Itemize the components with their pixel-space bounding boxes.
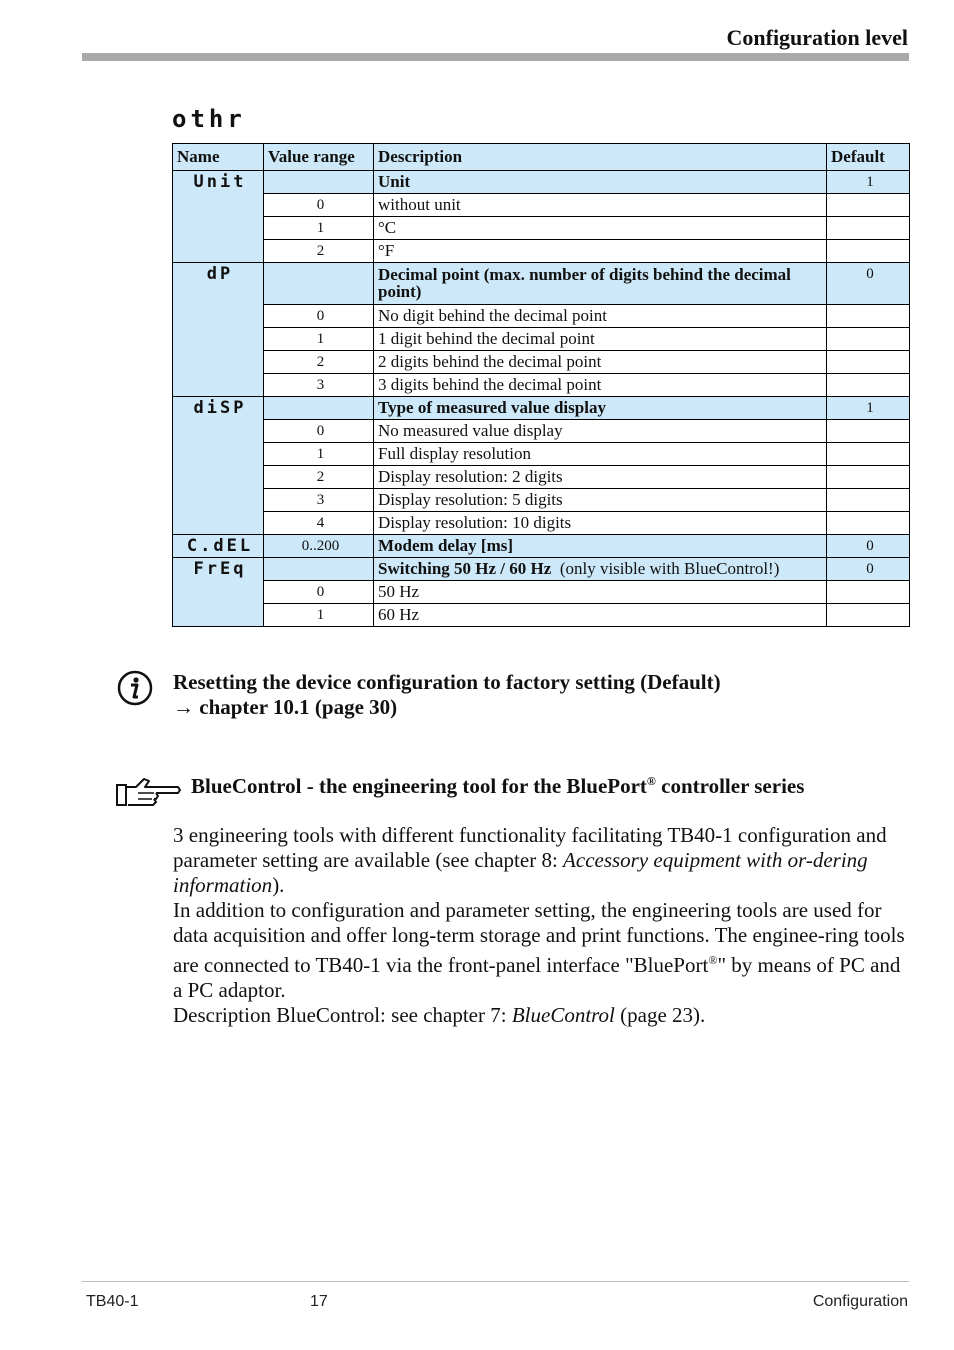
option-value: 1 — [264, 328, 374, 351]
param-description: Type of measured value display — [374, 397, 827, 420]
param-name-freq: FrEq — [173, 558, 264, 627]
param-range — [264, 263, 374, 305]
option-description: 3 digits behind the decimal point — [374, 374, 827, 397]
col-header-description: Description — [374, 144, 827, 171]
table-row — [173, 351, 910, 374]
table-row-param — [173, 171, 910, 194]
option-description: 1 digit behind the decimal point — [374, 328, 827, 351]
page-header-title: Configuration level — [726, 25, 908, 50]
section-code — [172, 106, 252, 132]
table-row — [173, 194, 910, 217]
bluecontrol-heading: BlueControl - the engineering tool for the BluePort® controller series — [191, 774, 805, 798]
table-row — [173, 443, 910, 466]
option-value: 4 — [264, 512, 374, 535]
option-description: °C — [374, 217, 827, 240]
footer-doc-id: TB40-1 — [86, 1293, 139, 1310]
paragraph-2: In addition to configuration and parameter setting, the engineering tools are used for data acquisition and offer long-term storage and print functions. The enginee-ring tools are connected to TB40-1 via the front-panel interface "BluePort®" by means of PC and a PC adaptor. — [173, 898, 905, 1002]
option-value: 1 — [264, 217, 374, 240]
option-value: 0 — [264, 581, 374, 604]
option-description: 2 digits behind the decimal point — [374, 351, 827, 374]
paragraph-3: Description BlueControl: see chapter 7: BlueControl (page 23). — [173, 1003, 706, 1027]
param-description: Modem delay [ms] — [374, 535, 827, 558]
section-code-text: othr — [172, 106, 246, 132]
table-header-row — [173, 144, 910, 171]
option-description: No digit behind the decimal point — [374, 305, 827, 328]
option-description: Full display resolution — [374, 443, 827, 466]
table-row — [173, 305, 910, 328]
option-description: without unit — [374, 194, 827, 217]
table-row — [173, 420, 910, 443]
param-name-dp: dP — [173, 263, 264, 397]
option-value: 1 — [264, 604, 374, 627]
table-row — [173, 466, 910, 489]
param-default: 1 — [827, 171, 910, 194]
bluecontrol-body — [173, 823, 913, 1028]
footer-rule — [82, 1281, 909, 1282]
note-line-1: Resetting the device configuration to factory setting (Default) — [173, 670, 721, 694]
info-icon — [117, 670, 153, 706]
param-range — [264, 397, 374, 420]
table-row — [173, 512, 910, 535]
param-description: Switching 50 Hz / 60 Hz (only visible with BlueControl!) — [374, 558, 827, 581]
col-header-name: Name — [173, 144, 264, 171]
param-default: 1 — [827, 397, 910, 420]
param-name-disp: diSP — [173, 397, 264, 535]
header-bar — [82, 53, 909, 61]
param-default: 0 — [827, 263, 910, 305]
table-row — [173, 581, 910, 604]
option-value: 3 — [264, 489, 374, 512]
option-value: 2 — [264, 240, 374, 263]
pointing-hand-icon — [116, 775, 182, 809]
table-row — [173, 489, 910, 512]
col-header-value-range: Value range — [264, 144, 374, 171]
option-value: 0 — [264, 305, 374, 328]
param-name-unit: Unit — [173, 171, 264, 263]
table-row — [173, 217, 910, 240]
table-row — [173, 240, 910, 263]
option-value: 0 — [264, 420, 374, 443]
option-description: Display resolution: 10 digits — [374, 512, 827, 535]
table-row-param — [173, 397, 910, 420]
param-default: 0 — [827, 535, 910, 558]
table-row-param — [173, 263, 910, 305]
param-default: 0 — [827, 558, 910, 581]
param-range — [264, 558, 374, 581]
param-range: 0..200 — [264, 535, 374, 558]
table-row — [173, 604, 910, 627]
table-row — [173, 328, 910, 351]
param-name-cdel: C.dEL — [173, 535, 264, 558]
config-table — [172, 143, 910, 627]
footer-section: Configuration — [812, 1293, 908, 1310]
note-line-2: → chapter 10.1 (page 30) — [173, 695, 398, 719]
table-row-param — [173, 535, 910, 558]
option-description: 50 Hz — [374, 581, 827, 604]
option-description: No measured value display — [374, 420, 827, 443]
param-description-note: (only visible with BlueControl!) — [559, 559, 780, 578]
option-value: 2 — [264, 466, 374, 489]
param-description: Decimal point (max. number of digits behind the decimal point) — [374, 263, 827, 305]
col-header-default: Default — [827, 144, 910, 171]
option-description: 60 Hz — [374, 604, 827, 627]
param-description: Unit — [374, 171, 827, 194]
footer-page-number: 17 — [310, 1293, 328, 1310]
option-value: 2 — [264, 351, 374, 374]
table-row — [173, 374, 910, 397]
option-value: 0 — [264, 194, 374, 217]
option-description: Display resolution: 2 digits — [374, 466, 827, 489]
option-description: Display resolution: 5 digits — [374, 489, 827, 512]
factory-reset-note — [173, 670, 721, 720]
option-description: °F — [374, 240, 827, 263]
table-row-param — [173, 558, 910, 581]
option-value: 3 — [264, 374, 374, 397]
paragraph-1: 3 engineering tools with different functionality facilitating TB40-1 configuration and parameter setting are available (see chapter 8: Accessory equipment with or-dering information). — [173, 823, 887, 897]
option-value: 1 — [264, 443, 374, 466]
param-range — [264, 171, 374, 194]
